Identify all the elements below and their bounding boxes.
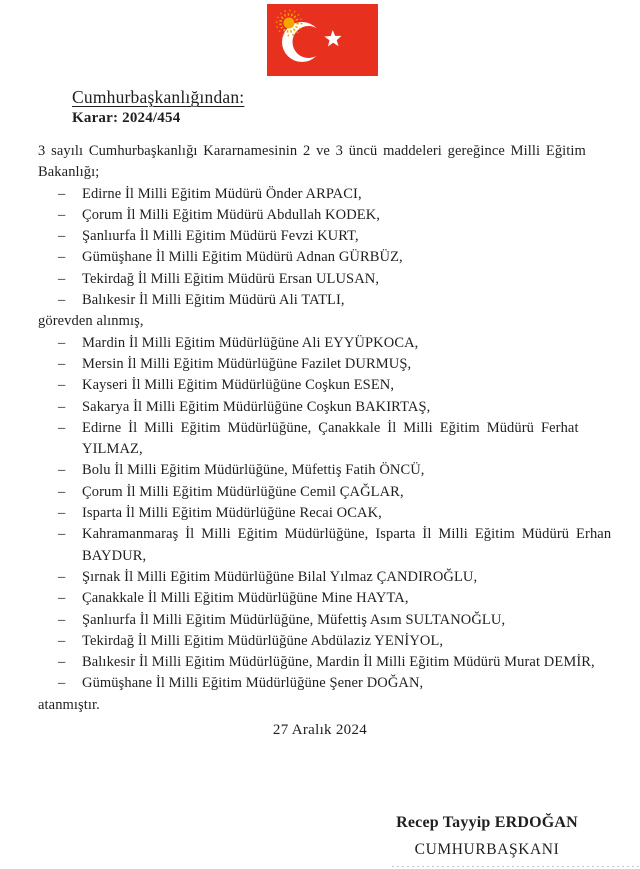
document-line	[38, 269, 602, 290]
document-line	[38, 333, 602, 354]
signature-name: Recep Tayyip ERDOĞAN	[396, 814, 578, 831]
list-dash: –	[58, 185, 66, 202]
document-line	[38, 184, 602, 205]
document-line	[38, 610, 602, 631]
line-text: görevden alınmış,	[38, 313, 144, 330]
list-dash: –	[58, 292, 66, 309]
line-text: Edirne İl Milli Eğitim Müdürlüğüne, Çanakkale İl Milli Eğitim Müdürü Ferhat	[82, 419, 579, 436]
document-line	[38, 311, 602, 332]
issuer-heading: Cumhurbaşkanlığından:	[72, 87, 245, 107]
line-text: Şanlıurfa İl Milli Eğitim Müdürlüğüne, Müfettiş Asım SULTANOĞLU,	[82, 611, 506, 628]
line-text: Balıkesir İl Milli Eğitim Müdürlüğüne, Mardin İl Milli Eğitim Müdürü Murat DEMİR,	[82, 654, 595, 671]
document-line	[38, 141, 602, 162]
list-dash: –	[58, 590, 66, 607]
line-text: Çorum İl Milli Eğitim Müdürü Abdullah KODEK,	[82, 206, 381, 223]
document-line	[38, 546, 602, 567]
list-dash: –	[58, 334, 66, 351]
document-line	[38, 247, 602, 268]
line-text: Mardin İl Milli Eğitim Müdürlüğüne Ali EYYÜPKOCA,	[82, 334, 419, 351]
signature-block	[372, 814, 602, 859]
document-line	[38, 460, 602, 481]
list-dash: –	[58, 419, 66, 436]
document-line	[38, 631, 602, 652]
document-line	[38, 524, 612, 545]
list-dash: –	[58, 526, 66, 543]
turkish-flag-graphic	[267, 4, 378, 76]
document-line	[38, 695, 602, 716]
line-text: BAYDUR,	[82, 547, 147, 564]
list-dash: –	[58, 611, 66, 628]
line-text: Kayseri İl Milli Eğitim Müdürlüğüne Coşkun ESEN,	[82, 377, 395, 394]
line-text: Bolu İl Milli Eğitim Müdürlüğüne, Müfettiş Fatih ÖNCÜ,	[82, 462, 425, 479]
document-line	[38, 652, 602, 673]
document-line	[38, 226, 602, 247]
list-dash: –	[58, 568, 66, 585]
document-line	[38, 205, 602, 226]
line-text: Balıkesir İl Milli Eğitim Müdürü Ali TATLI,	[82, 292, 345, 309]
line-text: Sakarya İl Milli Eğitim Müdürlüğüne Coşkun BAKIRTAŞ,	[82, 398, 431, 415]
document-line	[38, 673, 602, 694]
document-line	[38, 503, 602, 524]
line-text: YILMAZ,	[82, 441, 143, 458]
line-text: Çanakkale İl Milli Eğitim Müdürlüğüne Mine HAYTA,	[82, 590, 409, 607]
list-dash: –	[58, 462, 66, 479]
document-line	[38, 354, 602, 375]
list-dash: –	[58, 398, 66, 415]
line-text: Bakanlığı;	[38, 164, 100, 181]
line-text: Gümüşhane İl Milli Eğitim Müdürlüğüne Şener DOĞAN,	[82, 675, 424, 692]
line-text: Tekirdağ İl Milli Eğitim Müdürü Ersan ULUSAN,	[82, 270, 380, 287]
turkish-presidential-flag	[267, 4, 378, 76]
decree-body	[38, 141, 612, 716]
scan-artifact-line	[392, 866, 640, 867]
list-dash: –	[58, 228, 66, 245]
line-text: Kahramanmaraş İl Milli Eğitim Müdürlüğüne, Isparta İl Milli Eğitim Müdürü Erhan	[82, 526, 612, 543]
line-text: 3 sayılı Cumhurbaşkanlığı Kararnamesinin 2 ve 3 üncü maddeleri gereğince Milli Eğitim	[38, 143, 586, 159]
document-line	[38, 439, 602, 460]
document-line	[38, 588, 602, 609]
list-dash: –	[58, 505, 66, 522]
document-line	[38, 567, 602, 588]
line-text: Gümüşhane İl Milli Eğitim Müdürü Adnan GÜRBÜZ,	[82, 249, 403, 266]
list-dash: –	[58, 355, 66, 372]
document-line	[38, 162, 602, 183]
list-dash: –	[58, 377, 66, 394]
line-text: atanmıştır.	[38, 696, 100, 713]
line-text: Edirne İl Milli Eğitim Müdürü Önder ARPACI,	[82, 185, 362, 202]
line-text: Çorum İl Milli Eğitim Müdürlüğüne Cemil ÇAĞLAR,	[82, 483, 404, 500]
crescent-inner	[293, 26, 325, 58]
decree-date: 27 Aralık 2024	[272, 722, 368, 738]
document-line	[38, 397, 602, 418]
line-text: Mersin İl Milli Eğitim Müdürlüğüne Fazilet DURMUŞ,	[82, 355, 412, 372]
document-line	[38, 418, 602, 439]
list-dash: –	[58, 249, 66, 266]
line-text: Isparta İl Milli Eğitim Müdürlüğüne Recai OCAK,	[82, 505, 382, 522]
document-line	[38, 482, 602, 503]
list-dash: –	[58, 675, 66, 692]
line-text: Şanlıurfa İl Milli Eğitim Müdürü Fevzi KURT,	[82, 228, 359, 245]
document-line	[38, 290, 602, 311]
line-text: Tekirdağ İl Milli Eğitim Müdürlüğüne Abdülaziz YENİYOL,	[82, 632, 444, 649]
list-dash: –	[58, 654, 66, 671]
list-dash: –	[58, 206, 66, 223]
document-line	[38, 375, 602, 396]
list-dash: –	[58, 270, 66, 287]
signature-title: CUMHURBAŞKANI	[414, 841, 560, 858]
list-dash: –	[58, 632, 66, 649]
line-text: Şırnak İl Milli Eğitim Müdürlüğüne Bilal Yılmaz ÇANDIROĞLU,	[82, 568, 478, 585]
list-dash: –	[58, 483, 66, 500]
decision-number: Karar: 2024/454	[72, 110, 181, 126]
